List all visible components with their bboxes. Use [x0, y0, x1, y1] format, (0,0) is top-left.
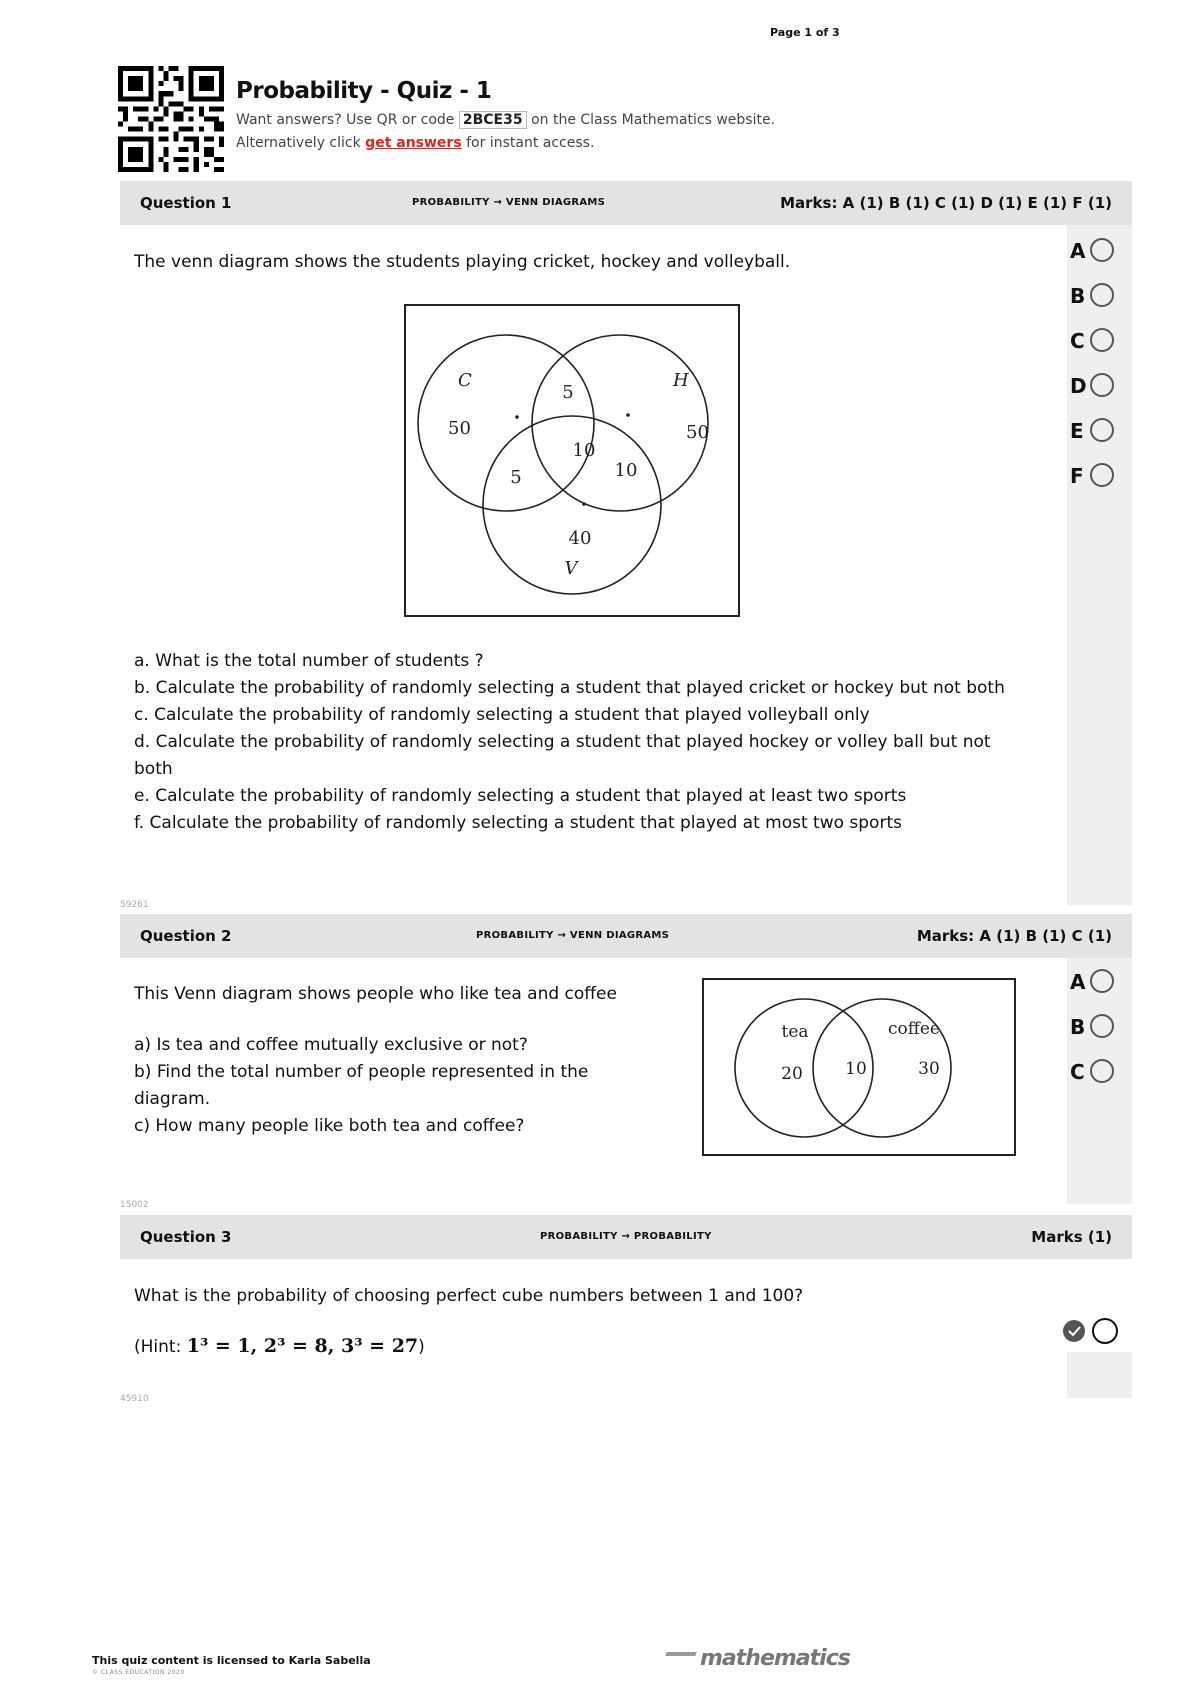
answer-label: D	[1070, 374, 1087, 398]
get-answers-prefix: Alternatively click	[236, 135, 361, 151]
answer-e-option[interactable]	[1070, 416, 1132, 446]
answer-c-option[interactable]	[1070, 1057, 1132, 1087]
label-c: C	[458, 370, 472, 391]
qr-code[interactable]	[118, 66, 224, 172]
quiz-code: 2BCE35	[459, 111, 527, 129]
answer-f-option[interactable]	[1070, 461, 1132, 491]
label-v: V	[564, 558, 578, 579]
question-1-part-a: a. What is the total number of students ?	[134, 651, 484, 671]
label-h: H	[673, 370, 689, 391]
question-1-marks: Marks: A (1) B (1) C (1) D (1) E (1) F (1)	[780, 194, 1112, 212]
question-3-header	[120, 1215, 1132, 1259]
license-prefix: This quiz content is licensed to	[92, 1654, 285, 1667]
question-1-part-f: f. Calculate the probability of randomly selecting a student that played at most two sports	[134, 813, 902, 833]
value-hockey-only: 50	[686, 422, 709, 443]
question-1-part-b: b. Calculate the probability of randomly selecting a student that played cricket or hockey but not both	[134, 678, 1005, 698]
logo-swoosh-icon	[665, 1652, 696, 1656]
question-2-id: 15002	[120, 1200, 149, 1210]
answer-label: B	[1070, 284, 1086, 308]
circle-hockey	[532, 335, 708, 511]
value-cricket-only: 50	[448, 418, 471, 439]
value-cricket-volleyball: 5	[510, 467, 522, 488]
question-3-hint	[134, 1335, 425, 1357]
question-1-parts	[134, 648, 1014, 837]
page-number: Page 1 of 3	[770, 26, 840, 39]
venn-dot	[626, 413, 630, 417]
hint-suffix: )	[418, 1337, 425, 1357]
question-1-title: Question 1	[140, 194, 232, 212]
answer-circle[interactable]	[1090, 238, 1114, 262]
question-2-marks: Marks: A (1) B (1) C (1)	[916, 927, 1112, 945]
value-coffee-only: 30	[918, 1059, 940, 1079]
question-2-header	[120, 914, 1132, 958]
hint-prefix: (Hint:	[134, 1337, 187, 1357]
question-1-part-c: c. Calculate the probability of randomly selecting a student that played volleyball only	[134, 705, 870, 725]
venn-dot	[582, 502, 586, 506]
question-1-id: 59261	[120, 900, 149, 910]
answer-label: B	[1070, 1015, 1086, 1039]
question-3-topic: PROBABILITY → PROBABILITY	[540, 1231, 712, 1242]
question-3-text: What is the probability of choosing perfect cube numbers between 1 and 100?	[134, 1286, 804, 1306]
question-1-intro: The venn diagram shows the students playing cricket, hockey and volleyball.	[134, 252, 791, 272]
answers-info-prefix: Want answers? Use QR or code	[236, 112, 455, 128]
question-2-topic: PROBABILITY → VENN DIAGRAMS	[476, 930, 670, 941]
question-1-part-d: d. Calculate the probability of randomly selecting a student that played hockey or volley ball but not both	[134, 732, 991, 779]
answer-circle[interactable]	[1090, 328, 1114, 352]
value-cricket-hockey: 5	[562, 382, 574, 403]
value-all-three: 10	[572, 440, 596, 461]
quiz-title: Probability - Quiz - 1	[236, 78, 492, 104]
answer-circle[interactable]	[1090, 418, 1114, 442]
answer-label: E	[1070, 419, 1084, 443]
license-text	[92, 1654, 371, 1667]
check-icon[interactable]	[1062, 1316, 1120, 1346]
answers-info-suffix: on the Class Mathematics website.	[531, 112, 776, 128]
value-hockey-volleyball: 10	[614, 460, 638, 481]
label-coffee: coffee	[888, 1019, 940, 1039]
value-tea-only: 20	[781, 1064, 803, 1084]
get-answers-line	[236, 135, 594, 151]
question-2-part-a: a) Is tea and coffee mutually exclusive or not?	[134, 1035, 528, 1055]
question-3-id: 45910	[120, 1394, 149, 1404]
value-volleyball-only: 40	[568, 528, 592, 549]
answer-label: C	[1070, 329, 1085, 353]
copyright-text: © CLASS EDUCATION 2020	[92, 1669, 185, 1676]
question-3-answer-panel	[1067, 1352, 1132, 1398]
question-1-topic: PROBABILITY → VENN DIAGRAMS	[412, 197, 606, 208]
answer-d-option[interactable]	[1070, 371, 1132, 401]
answer-circle[interactable]	[1090, 969, 1114, 993]
answer-circle[interactable]	[1090, 1059, 1114, 1083]
venn-diagram-cricket-hockey-volleyball	[404, 304, 740, 618]
question-3-marks: Marks (1)	[1031, 1228, 1112, 1246]
get-answers-link[interactable]: get answers	[365, 135, 462, 151]
label-tea: tea	[781, 1022, 809, 1042]
question-2-intro: This Venn diagram shows people who like tea and coffee	[134, 984, 617, 1004]
answer-label: A	[1070, 239, 1086, 263]
answer-circle[interactable]	[1090, 1014, 1114, 1038]
answer-a-option[interactable]	[1070, 236, 1132, 266]
answer-b-option[interactable]	[1070, 281, 1132, 311]
circle-cricket	[418, 335, 594, 511]
question-3-answer-option[interactable]	[1062, 1316, 1120, 1350]
answer-b-option[interactable]	[1070, 1012, 1132, 1042]
answer-label: C	[1070, 1060, 1085, 1084]
answer-label: F	[1070, 464, 1084, 488]
question-1-header	[120, 181, 1132, 225]
hint-math: 1³ = 1, 2³ = 8, 3³ = 27	[186, 1335, 419, 1357]
question-3-title: Question 3	[140, 1228, 232, 1246]
licensee-name: Karla Sabella	[288, 1654, 371, 1667]
answer-circle[interactable]	[1090, 463, 1114, 487]
question-1-part-e: e. Calculate the probability of randomly selecting a student that played at least two sports	[134, 786, 907, 806]
question-2-parts	[134, 1032, 644, 1140]
question-2-part-c: c) How many people like both tea and coffee?	[134, 1116, 525, 1136]
venn-diagram-tea-coffee	[702, 978, 1016, 1156]
mathematics-logo: mathematics	[700, 1646, 850, 1671]
answer-label: A	[1070, 970, 1086, 994]
question-2-part-b: b) Find the total number of people represented in the diagram.	[134, 1062, 589, 1109]
question-2-title: Question 2	[140, 927, 232, 945]
answers-info	[236, 112, 775, 128]
answer-circle[interactable]	[1090, 283, 1114, 307]
get-answers-suffix: for instant access.	[466, 135, 595, 151]
venn-dot	[515, 415, 519, 419]
answer-c-option[interactable]	[1070, 326, 1132, 356]
value-both: 10	[845, 1059, 867, 1079]
answer-a-option[interactable]	[1070, 967, 1132, 997]
answer-circle[interactable]	[1090, 373, 1114, 397]
